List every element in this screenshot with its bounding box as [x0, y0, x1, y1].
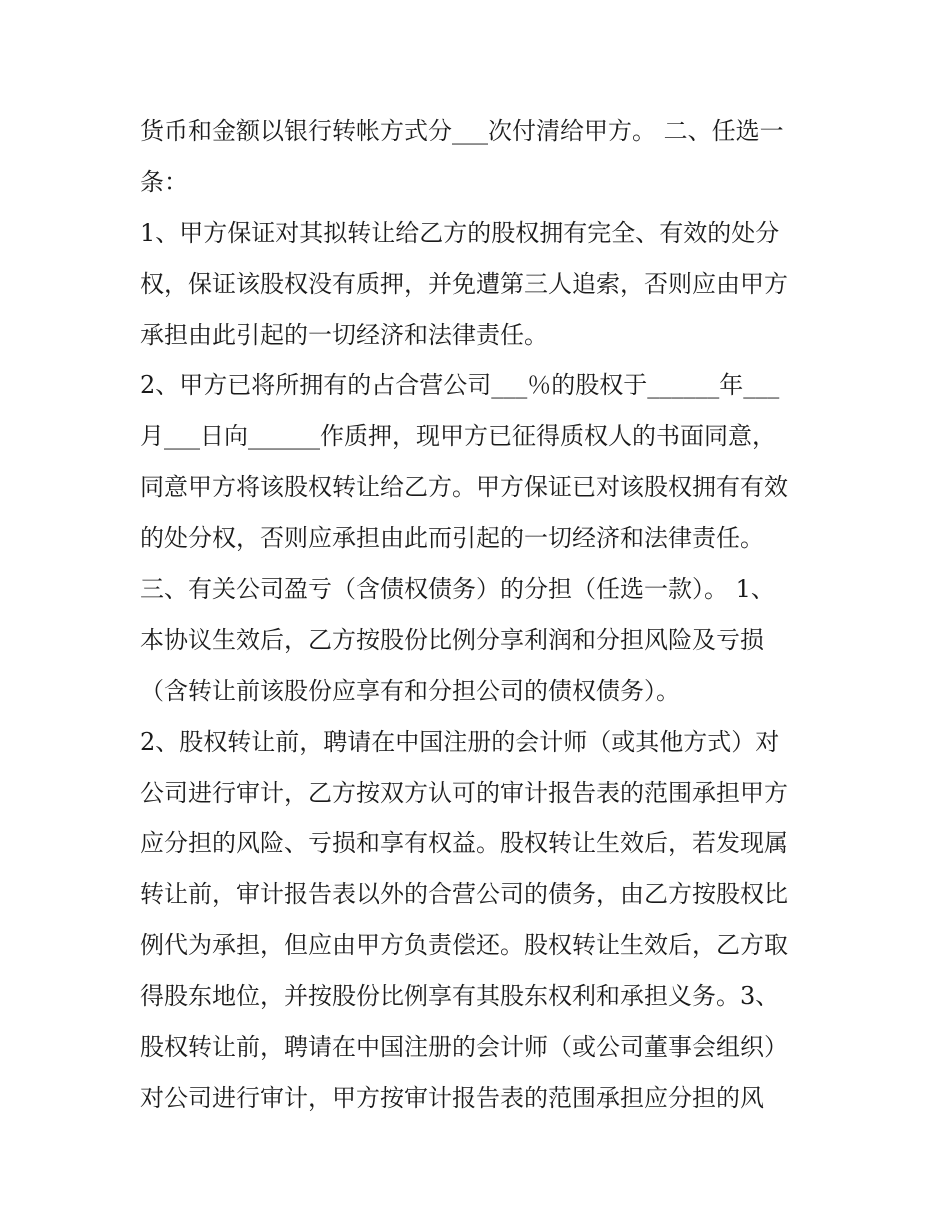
text-line-19: 股权转让前，聘请在中国注册的会计师（或公司董事会组织）	[140, 1033, 788, 1062]
text-line-18: 得股东地位，并按股份比例享有其股东权利和承担义务。3、	[140, 982, 780, 1011]
text-line-15: 应分担的风险、亏损和享有权益。股权转让生效后，若发现属	[140, 829, 788, 858]
text-line-11: 本协议生效后，乙方按股份比例分享利润和分担风险及亏损	[140, 625, 764, 654]
text-line-8: 同意甲方将该股权转让给乙方。甲方保证已对该股权拥有有效	[140, 473, 788, 502]
text-line-20: 对公司进行审计，甲方按审计报告表的范围承担应分担的风	[140, 1083, 764, 1112]
document-body	[140, 106, 820, 1124]
text-line-10: 三、有关公司盈亏（含债权债务）的分担（任选一款）。 1、	[140, 575, 775, 604]
text-line-1: 货币和金额以银行转帐方式分___次付清给甲方。 二、任选一	[140, 117, 784, 145]
text-line-2: 条：	[140, 167, 188, 196]
text-line-6: 2、甲方已将所拥有的占合营公司___％的股权于______年___	[140, 371, 780, 400]
text-line-9: 的处分权，否则应承担由此而引起的一切经济和法律责任。	[140, 524, 764, 553]
text-line-7: 月___日向______作质押，现甲方已征得质权人的书面同意，	[140, 422, 776, 451]
text-line-5: 承担由此引起的一切经济和法律责任。	[140, 320, 548, 349]
text-line-12: （含转让前该股份应享有和分担公司的债权债务）。	[140, 676, 680, 705]
text-line-17: 例代为承担，但应由甲方负责偿还。股权转让生效后，乙方取	[140, 931, 788, 960]
text-line-13: 2、股权转让前，聘请在中国注册的会计师（或其他方式）对	[140, 727, 780, 756]
text-line-3: 1、甲方保证对其拟转让给乙方的股权拥有完全、有效的处分	[140, 218, 780, 247]
text-line-14: 公司进行审计，乙方按双方认可的审计报告表的范围承担甲方	[140, 778, 788, 807]
text-line-4: 权，保证该股权没有质押，并免遭第三人追索，否则应由甲方	[140, 269, 788, 298]
text-line-16: 转让前，审计报告表以外的合营公司的债务，由乙方按股权比	[140, 880, 788, 909]
